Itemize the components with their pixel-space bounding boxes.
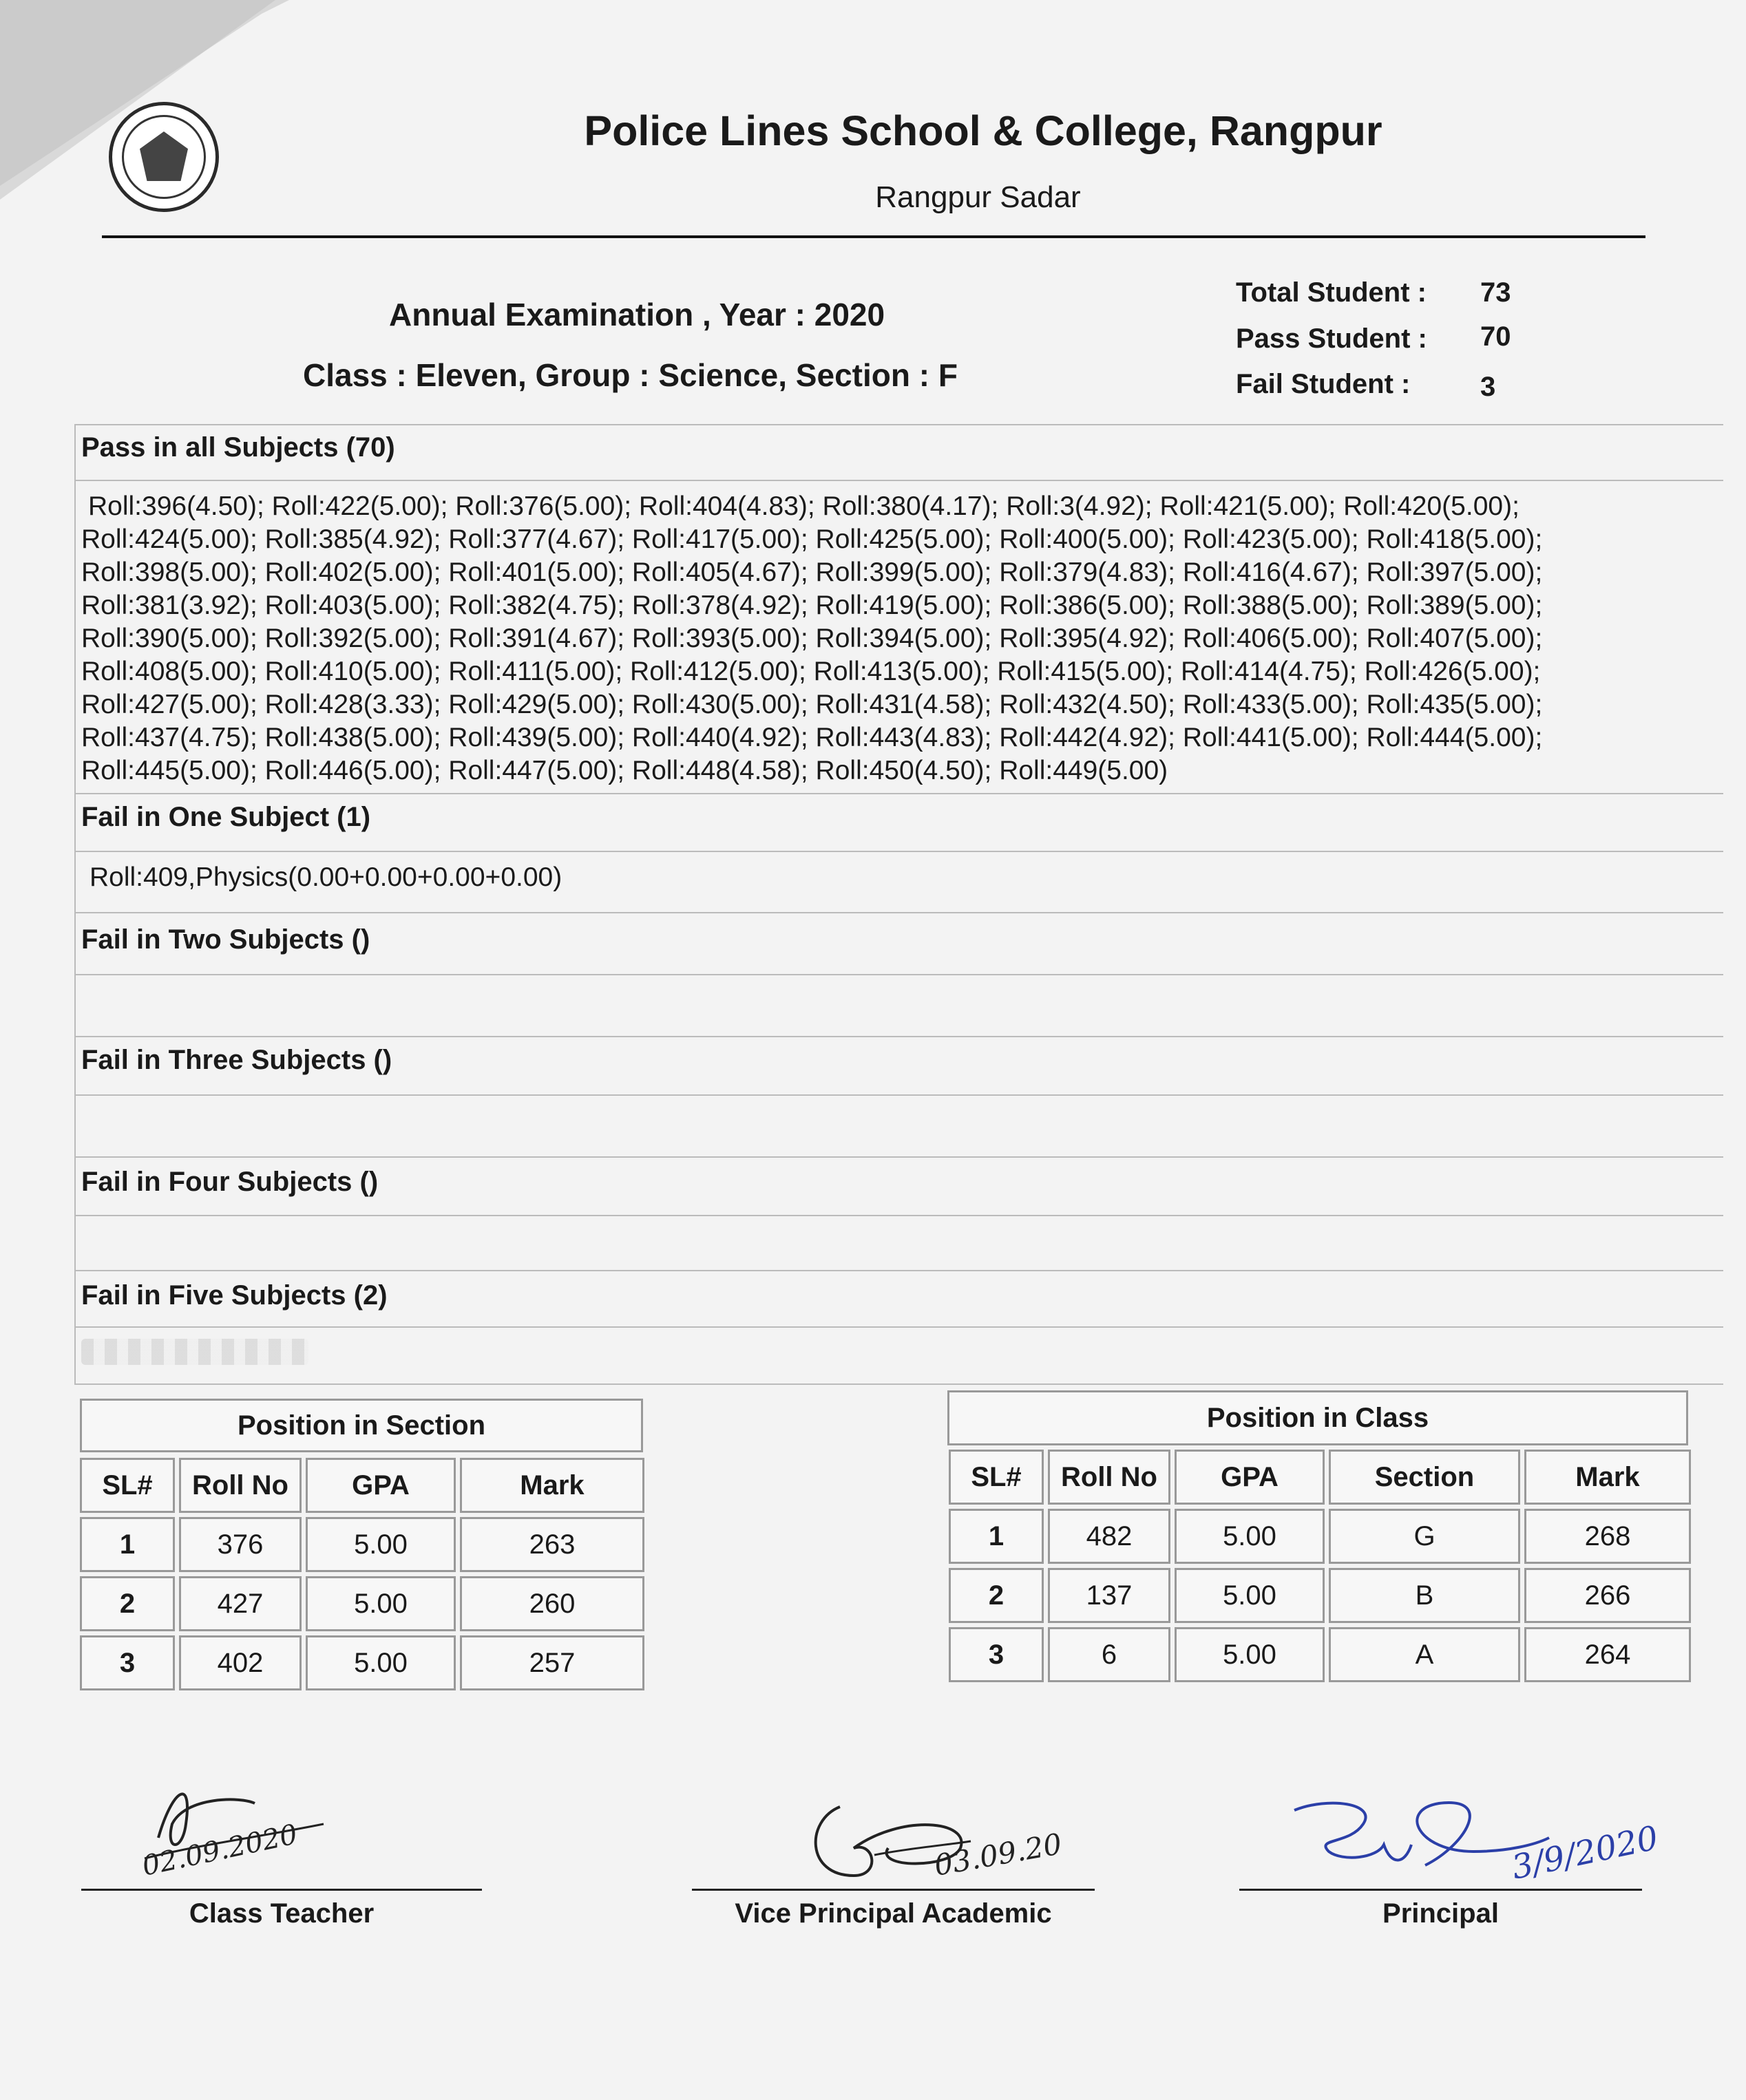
cell: 263 (460, 1517, 644, 1572)
cell: 266 (1524, 1568, 1691, 1623)
principal-signature (1287, 1783, 1701, 1913)
cell: 264 (1524, 1627, 1691, 1682)
cell: 5.00 (1175, 1509, 1325, 1564)
stat-total-value: 73 (1480, 277, 1511, 308)
cell: 402 (179, 1635, 302, 1690)
vice-principal-label: Vice Principal Academic (735, 1898, 1052, 1929)
roll-line: Roll:390(5.00); Roll:392(5.00); Roll:391(4.67); Roll:393(5.00); Roll:394(5.00); Roll:395(4.92); Roll:406(5.00); Roll:407(5.00); (81, 624, 1543, 653)
section-fail-one: Fail in One Subject (1) (81, 802, 371, 832)
header-divider (102, 235, 1645, 238)
section-fail-three: Fail in Three Subjects () (81, 1045, 392, 1075)
cell: 5.00 (1175, 1568, 1325, 1623)
cell: 2 (949, 1568, 1044, 1623)
roll-line: Roll:398(5.00); Roll:402(5.00); Roll:401(5.00); Roll:405(4.67); Roll:399(5.00); Roll:379(4.83); Roll:416(4.67); Roll:397(5.00); (81, 558, 1543, 587)
col-header: Roll No (1048, 1450, 1170, 1505)
col-header: GPA (306, 1458, 456, 1513)
roll-line: Roll:437(4.75); Roll:438(5.00); Roll:439(5.00); Roll:440(4.92); Roll:443(4.83); Roll:442(4.92); Roll:441(5.00); Roll:444(5.00); (81, 723, 1543, 752)
roll-line: Roll:445(5.00); Roll:446(5.00); Roll:447(5.00); Roll:448(4.58); Roll:450(4.50); Roll:449(5.00) (81, 756, 1168, 785)
col-header: Mark (460, 1458, 644, 1513)
col-header: SL# (80, 1458, 175, 1513)
col-header: Roll No (179, 1458, 302, 1513)
principal-date: 3/9/2020 (1508, 1818, 1662, 1887)
pass-roll-list (81, 490, 1727, 787)
col-header: SL# (949, 1450, 1044, 1505)
roll-line: Roll:381(3.92); Roll:403(5.00); Roll:382(4.75); Roll:378(4.92); Roll:419(5.00); Roll:386(5.00); Roll:388(5.00); Roll:389(5.00); (81, 591, 1543, 620)
cell: 376 (179, 1517, 302, 1572)
position-section-table (76, 1454, 649, 1695)
position-class-table (945, 1445, 1695, 1686)
cell: 5.00 (306, 1517, 456, 1572)
vice-sign-line (692, 1889, 1095, 1891)
cell: 3 (80, 1635, 175, 1690)
cell: 2 (80, 1576, 175, 1631)
school-location: Rangpur Sadar (875, 180, 1081, 214)
class-info: Class : Eleven, Group : Science, Section : F (303, 357, 958, 393)
stat-pass-value: 70 (1480, 321, 1511, 352)
position-class-title: Position in Class (947, 1390, 1688, 1445)
teacher-sign-line (81, 1889, 482, 1891)
roll-line: Roll:427(5.00); Roll:428(3.33); Roll:429(5.00); Roll:430(5.00); Roll:431(4.58); Roll:432(4.50); Roll:433(5.00); Roll:435(5.00); (81, 690, 1543, 719)
class-teacher-signature (117, 1748, 344, 1882)
school-name: Police Lines School & College, Rangpur (584, 107, 1382, 154)
stat-pass-label: Pass Student : (1236, 324, 1427, 354)
table-row (80, 1517, 644, 1572)
cell: G (1329, 1509, 1520, 1564)
cell: 3 (949, 1627, 1044, 1682)
position-section-title: Position in Section (80, 1399, 643, 1452)
cell: 1 (949, 1509, 1044, 1564)
cell: 482 (1048, 1509, 1170, 1564)
table-row (949, 1627, 1691, 1682)
cell: 260 (460, 1576, 644, 1631)
cell: 6 (1048, 1627, 1170, 1682)
table-row (80, 1635, 644, 1690)
stat-fail-label: Fail Student : (1236, 369, 1411, 399)
cell: 268 (1524, 1509, 1691, 1564)
vice-principal-signature (792, 1772, 1102, 1889)
cell: A (1329, 1627, 1520, 1682)
roll-line: Roll:408(5.00); Roll:410(5.00); Roll:411(5.00); Roll:412(5.00); Roll:413(5.00); Roll:415(5.00); Roll:414(4.75); Roll:426(5.00); (81, 657, 1541, 686)
table-row (949, 1568, 1691, 1623)
vice-date: 03.09.20 (932, 1827, 1064, 1882)
col-header: Section (1329, 1450, 1520, 1505)
stat-fail-value: 3 (1480, 372, 1496, 402)
fail-one-rolls: Roll:409,Physics(0.00+0.00+0.00+0.00) (90, 862, 562, 892)
section-fail-two: Fail in Two Subjects () (81, 924, 370, 955)
stat-total-label: Total Student : (1236, 277, 1427, 308)
class-teacher-label: Class Teacher (189, 1898, 375, 1929)
cell: 5.00 (1175, 1627, 1325, 1682)
cell: 5.00 (306, 1635, 456, 1690)
section-fail-five: Fail in Five Subjects (2) (81, 1280, 388, 1311)
cell: B (1329, 1568, 1520, 1623)
roll-line: Roll:396(4.50); Roll:422(5.00); Roll:376(5.00); Roll:404(4.83); Roll:380(4.17); Roll:3(4.92); Roll:421(5.00); Roll:420(5.00); (88, 491, 1519, 521)
exam-title: Annual Examination , Year : 2020 (389, 297, 885, 332)
cell: 137 (1048, 1568, 1170, 1623)
col-header: Mark (1524, 1450, 1691, 1505)
cell: 427 (179, 1576, 302, 1631)
blurred-rolls (81, 1339, 308, 1365)
cell: 257 (460, 1635, 644, 1690)
principal-label: Principal (1382, 1898, 1499, 1929)
section-fail-four: Fail in Four Subjects () (81, 1167, 379, 1197)
roll-line: Roll:424(5.00); Roll:385(4.92); Roll:377(4.67); Roll:417(5.00); Roll:425(5.00); Roll:400(5.00); Roll:423(5.00); Roll:418(5.00); (81, 524, 1543, 554)
cell: 1 (80, 1517, 175, 1572)
teacher-date: 02.09.2020 (139, 1818, 301, 1882)
table-row (80, 1576, 644, 1631)
principal-sign-line (1239, 1889, 1642, 1891)
table-row (949, 1509, 1691, 1564)
cell: 5.00 (306, 1576, 456, 1631)
section-pass-all: Pass in all Subjects (70) (81, 432, 395, 463)
col-header: GPA (1175, 1450, 1325, 1505)
